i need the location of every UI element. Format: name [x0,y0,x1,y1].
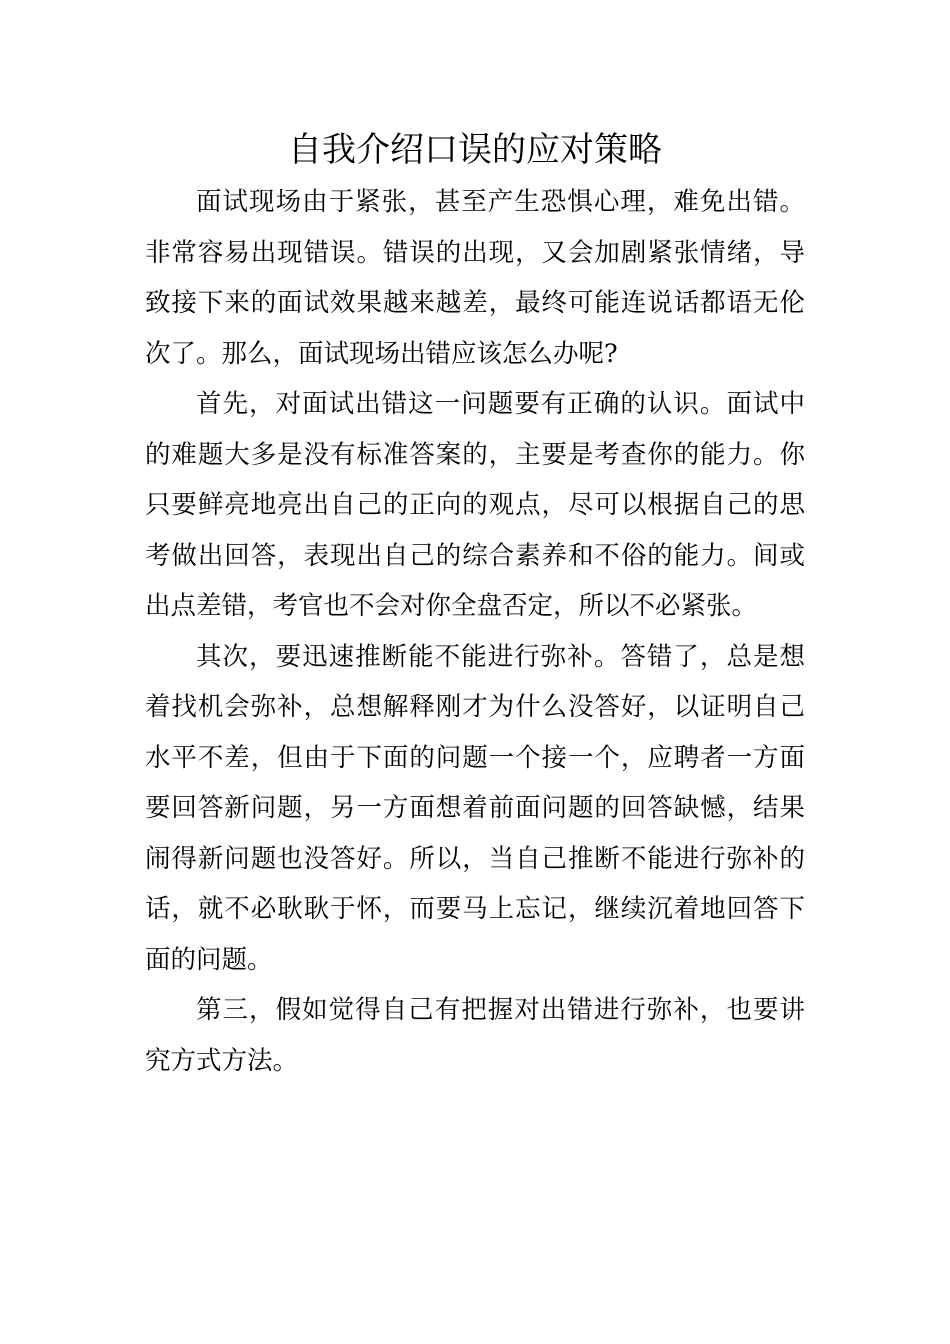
paragraph-1: 面试现场由于紧张，甚至产生恐惧心理，难免出错。非常容易出现错误。错误的出现，又会加剧紧张情绪，导致接下来的面试效果越来越差，最终可能连说话都语无伦次了。那么，面试现场出错应该怎么办呢? [145,187,805,369]
document-body [145,177,805,1086]
paragraph-3: 其次，要迅速推断能不能进行弥补。答错了，总是想着找机会弥补，总想解释刚才为什么没答好，以证明自己水平不差，但由于下面的问题一个接一个，应聘者一方面要回答新问题，另一方面想着前面问题的回答缺憾，结果闹得新问题也没答好。所以，当自己推断不能进行弥补的话，就不必耿耿于怀，而要马上忘记，继续沉着地回答下面的问题。 [145,641,805,975]
document-title: 自我介绍口误的应对策略 [288,130,662,170]
paragraph-2: 首先，对面试出错这一问题要有正确的认识。面试中的难题大多是没有标准答案的，主要是考查你的能力。你只要鲜亮地亮出自己的正向的观点，尽可以根据自己的思考做出回答，表现出自己的综合素养和不俗的能力。间或出点差错，考官也不会对你全盘否定，所以不必紧张。 [145,389,805,621]
paragraph-4: 第三，假如觉得自己有把握对出错进行弥补，也要讲究方式方法。 [145,995,805,1076]
